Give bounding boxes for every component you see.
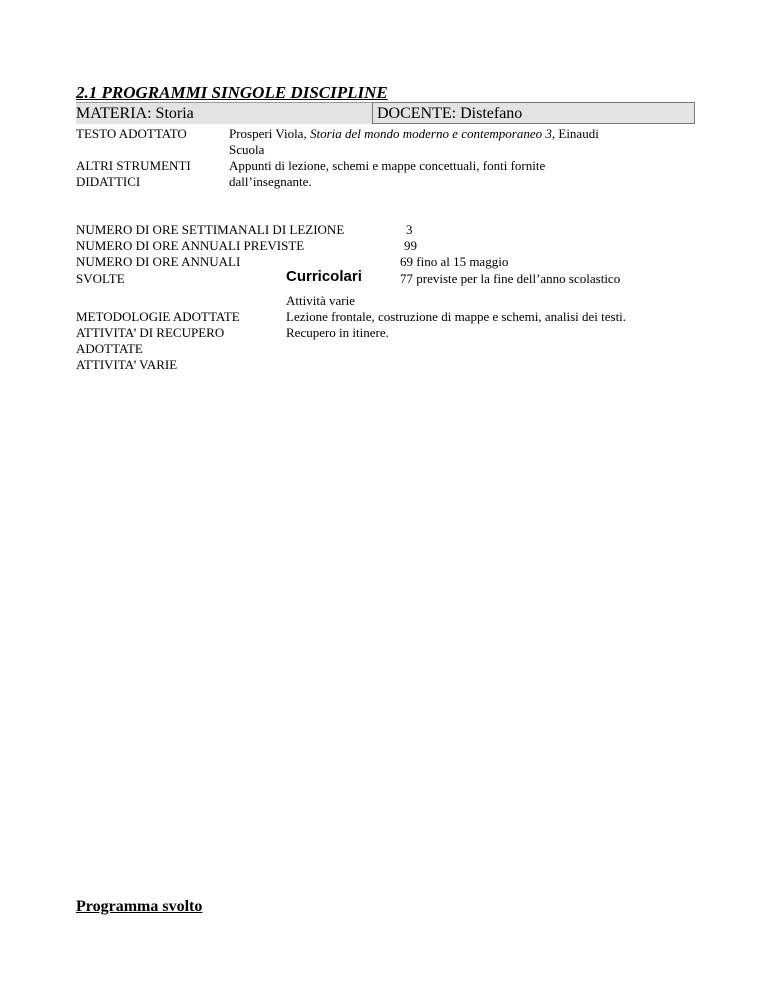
ore-svolte-value-1: 69 fino al 15 maggio xyxy=(400,254,509,269)
ore-annuali-previste-value: 99 xyxy=(404,238,417,253)
testo-adottato-value xyxy=(229,126,599,142)
testo-adottato-value-line2: Scuola xyxy=(229,142,265,157)
materia-cell xyxy=(76,102,372,124)
testo-adottato-book-title: Storia del mondo moderno e contemporaneo 3, xyxy=(309,126,556,141)
ore-annuali-svolte-label-1: NUMERO DI ORE ANNUALI xyxy=(76,254,241,269)
attivita-varie-sublabel: Attività varie xyxy=(286,293,355,308)
testo-adottato-author: Prosperi Viola, xyxy=(229,126,310,141)
programma-svolto-heading: Programma svolto xyxy=(76,898,203,915)
ore-settimanali-value: 3 xyxy=(406,222,413,237)
metodologie-value: Lezione frontale, costruzione di mappe e schemi, analisi dei testi. xyxy=(286,309,627,324)
curricolari-label: Curricolari xyxy=(286,268,362,285)
recupero-label-1: ATTIVITA’ DI RECUPERO xyxy=(76,325,225,340)
page-title: 2.1 PROGRAMMI SINGOLE DISCIPLINE xyxy=(76,83,388,102)
testo-adottato-label: TESTO ADOTTATO xyxy=(76,126,187,141)
ore-annuali-svolte-label-2: SVOLTE xyxy=(76,271,125,286)
altri-strumenti-label-1: ALTRI STRUMENTI xyxy=(76,158,191,173)
altri-strumenti-value-2: dall’insegnante. xyxy=(229,174,312,189)
testo-adottato-publisher: Einaudi xyxy=(555,126,599,141)
ore-annuali-previste-label: NUMERO DI ORE ANNUALI PREVISTE xyxy=(76,238,305,253)
docente-cell xyxy=(372,102,695,124)
ore-settimanali-label: NUMERO DI ORE SETTIMANALI DI LEZIONE xyxy=(76,222,345,237)
metodologie-label: METODOLOGIE ADOTTATE xyxy=(76,309,240,324)
recupero-value: Recupero in itinere. xyxy=(286,325,389,340)
ore-svolte-value-2: 77 previste per la fine dell’anno scolastico xyxy=(400,271,621,286)
materia-label: MATERIA: Storia xyxy=(76,105,194,122)
recupero-label-2: ADOTTATE xyxy=(76,341,143,356)
docente-label: DOCENTE: Distefano xyxy=(377,105,523,122)
altri-strumenti-label-2: DIDATTICI xyxy=(76,174,141,189)
attivita-varie-label: ATTIVITA’ VARIE xyxy=(76,357,178,372)
altri-strumenti-value-1: Appunti di lezione, schemi e mappe concettuali, fonti fornite xyxy=(229,158,546,173)
